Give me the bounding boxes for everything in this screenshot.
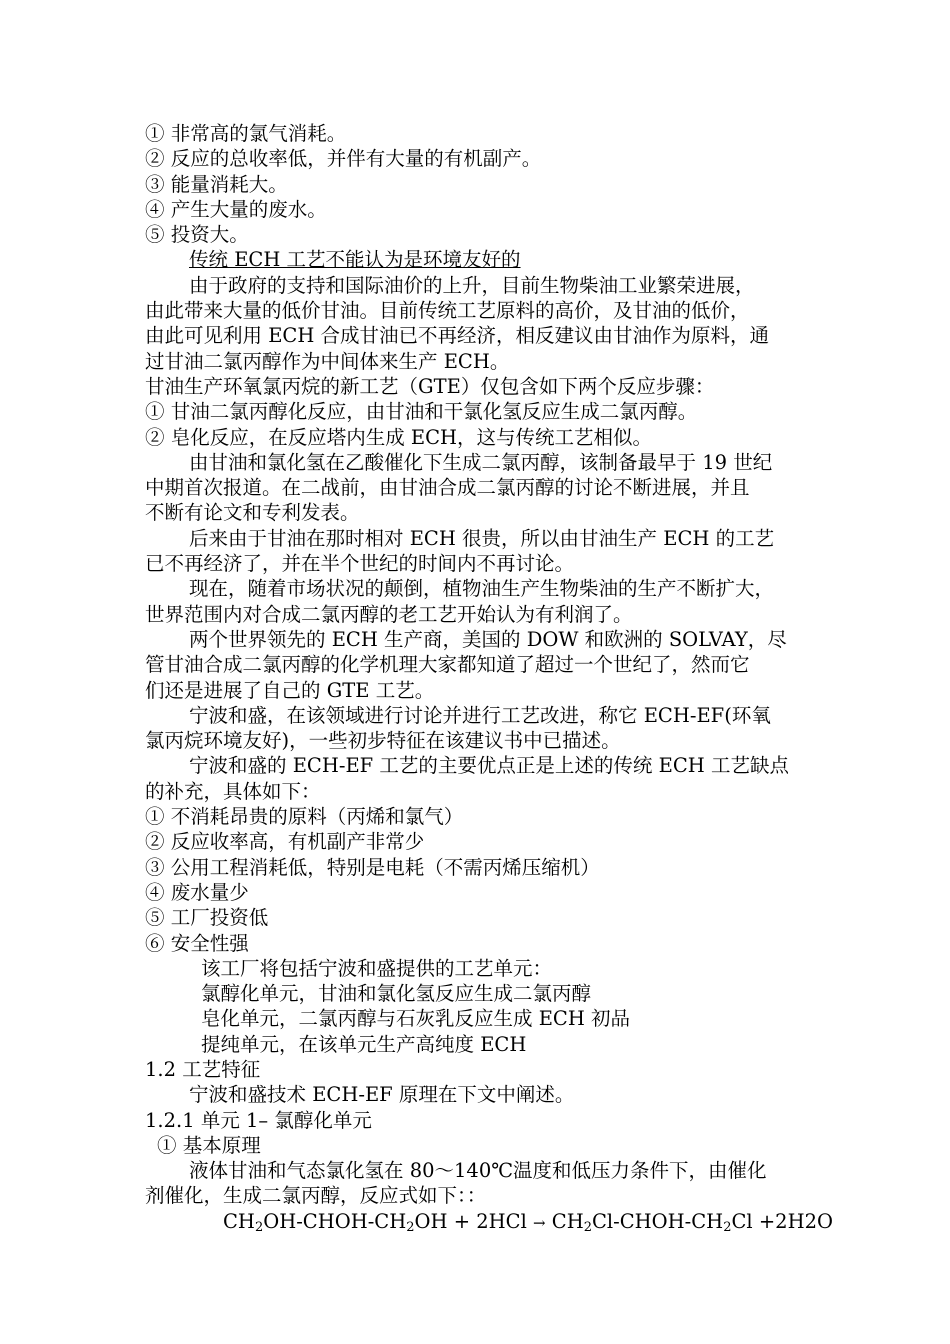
paragraph-line: 后来由于甘油在那时相对 ECH 很贵，所以由甘油生产 ECH 的工艺 xyxy=(189,526,775,550)
equation-subscript: 2 xyxy=(406,1219,415,1235)
paragraph-line: 剂催化，生成二氯丙醇，反应式如下：： xyxy=(145,1184,487,1208)
list-item: ② 反应收率高，有机副产非常少 xyxy=(145,830,425,854)
paragraph-line: 甘油生产环氧氯丙烷的新工艺（GTE）仅包含如下两个反应步骤： xyxy=(145,374,715,398)
list-item: ③ 能量消耗大。 xyxy=(145,172,288,196)
list-item: ④ 产生大量的废水。 xyxy=(145,197,327,221)
paragraph-line: 世界范围内对合成二氯丙醇的老工艺开始认为有利润了。 xyxy=(145,602,633,626)
paragraph-line: 已不再经济了，并在半个世纪的时间内不再讨论。 xyxy=(145,552,575,576)
paragraph-line: 由此可见利用 ECH 合成甘油已不再经济，相反建议由甘油作为原料，通 xyxy=(145,324,770,348)
equation-subscript: 2 xyxy=(583,1219,592,1235)
paragraph-line: 管甘油合成二氯丙醇的化学机理大家都知道了超过一个世纪了，然而它 xyxy=(145,653,750,677)
paragraph-line: 该工厂将包括宁波和盛提供的工艺单元： xyxy=(201,956,553,980)
document-body xyxy=(145,121,865,1234)
equation-part: Cl-CHOH-CH xyxy=(592,1209,724,1233)
reaction-arrow: → xyxy=(533,1213,546,1232)
equation-part: OH + 2HCl xyxy=(414,1209,534,1233)
list-item: 皂化单元，二氯丙醇与石灰乳反应生成 ECH 初品 xyxy=(201,1007,631,1031)
list-item: 提纯单元，在该单元生产高纯度 ECH xyxy=(201,1032,527,1056)
paragraph-line: 液体甘油和气态氯化氢在 80～140℃温度和低压力条件下，由催化 xyxy=(189,1159,767,1183)
paragraph-line: 过甘油二氯丙醇作为中间体来生产 ECH。 xyxy=(145,349,510,373)
chemical-equation xyxy=(145,1209,865,1234)
paragraph-line: 由甘油和氯化氢在乙酸催化下生成二氯丙醇，该制备最早于 19 世纪 xyxy=(189,450,773,474)
equation-part: OH-CHOH-CH xyxy=(263,1209,407,1233)
equation-part: CH xyxy=(545,1209,584,1233)
paragraph-line: 两个世界领先的 ECH 生产商，美国的 DOW 和欧洲的 SOLVAY，尽 xyxy=(189,627,787,651)
equation-subscript: 2 xyxy=(254,1219,264,1235)
list-item: ① 甘油二氯丙醇化反应，由甘油和干氯化氢反应生成二氯丙醇。 xyxy=(145,400,698,424)
equation-part: Cl +2H2O xyxy=(731,1209,833,1233)
equation-subscript: 2 xyxy=(723,1219,732,1235)
list-item: ⑤ 投资大。 xyxy=(145,223,249,247)
list-item: ① 非常高的氯气消耗。 xyxy=(145,122,347,145)
list-item: ③ 公用工程消耗低，特别是电耗（不需丙烯压缩机） xyxy=(145,855,600,879)
list-item: ① 不消耗昂贵的原料（丙烯和氯气） xyxy=(145,805,464,829)
paragraph-line: 们还是进展了自己的 GTE 工艺。 xyxy=(145,678,435,702)
paragraph-line: 中期首次报道。在二战前，由甘油合成二氯丙醇的讨论不断进展，并且 xyxy=(145,476,750,500)
paragraph-line: 由此带来大量的低价甘油。目前传统工艺原料的高价，及甘油的低价， xyxy=(145,299,750,323)
list-item: ② 反应的总收率低，并伴有大量的有机副产。 xyxy=(145,147,542,171)
paragraph-line: 宁波和盛的 ECH-EF 工艺的主要优点正是上述的传统 ECH 工艺缺点 xyxy=(189,754,789,778)
equation-part: CH xyxy=(223,1209,255,1233)
paragraph-line: 的补充，具体如下： xyxy=(145,779,321,803)
paragraph-line: 不断有论文和专利发表。 xyxy=(145,501,360,525)
paragraph-line: 现在，随着市场状况的颠倒，植物油生产生物柴油的生产不断扩大， xyxy=(189,577,775,601)
section-subheading: 传统 ECH 工艺不能认为是环境友好的 xyxy=(189,248,521,272)
list-item: 氯醇化单元，甘油和氯化氢反应生成二氯丙醇 xyxy=(201,982,592,1006)
list-item: ④ 废水量少 xyxy=(145,880,249,904)
paragraph-line: 氯丙烷环境友好)，一些初步特征在该建议书中已描述。 xyxy=(145,729,621,753)
section-heading: 1.2 工艺特征 xyxy=(145,1057,261,1081)
list-item: ⑤ 工厂投资低 xyxy=(145,906,269,930)
paragraph-line: 由于政府的支持和国际油价的上升，目前生物柴油工业繁荣进展， xyxy=(189,273,755,297)
list-item: ① 基本原理 xyxy=(157,1133,261,1157)
list-item: ② 皂化反应，在反应塔内生成 ECH，这与传统工艺相似。 xyxy=(145,425,653,449)
section-heading: 1.2.1 单元 1– 氯醇化单元 xyxy=(145,1108,372,1132)
paragraph-line: 宁波和盛技术 ECH-EF 原理在下文中阐述。 xyxy=(189,1083,575,1107)
list-item: ⑥ 安全性强 xyxy=(145,931,249,955)
paragraph-line: 宁波和盛，在该领域进行讨论并进行工艺改进，称它 ECH-EF(环氧 xyxy=(189,703,771,727)
